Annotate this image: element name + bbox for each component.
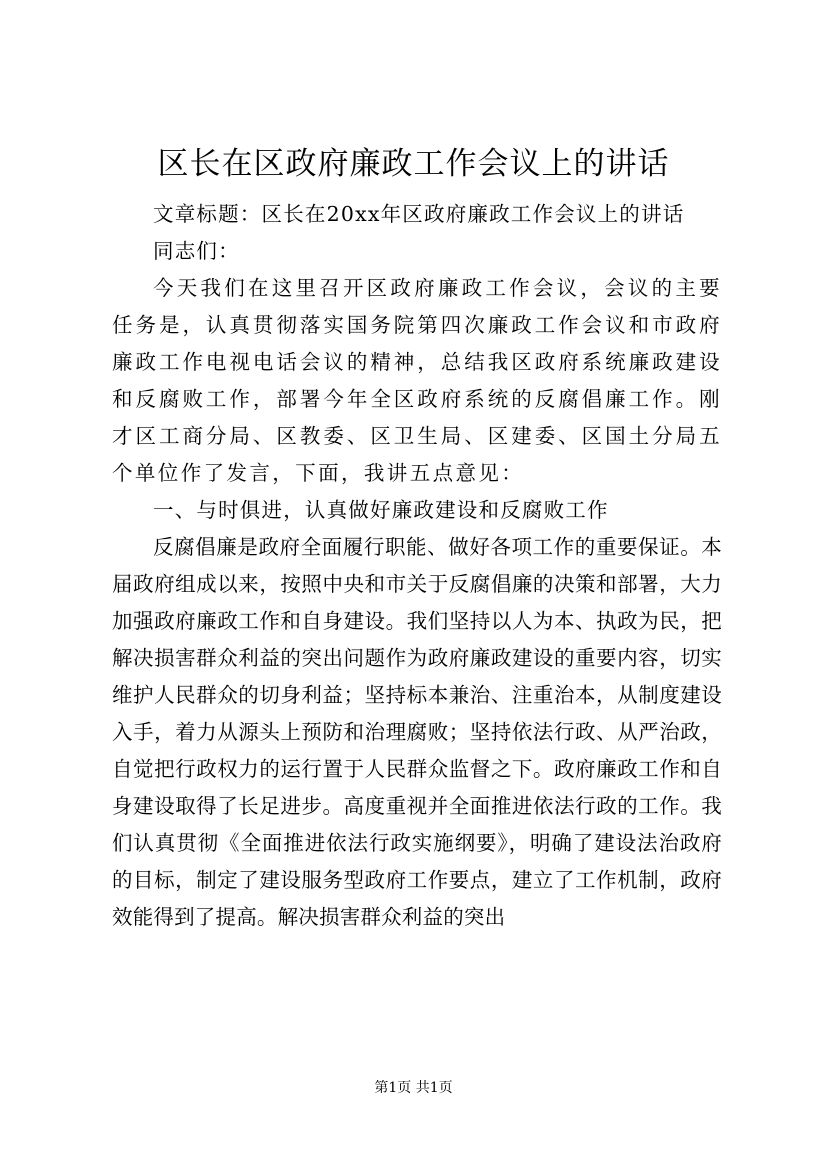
document-body (112, 196, 722, 936)
page-number-footer: 第1页 共1页 (374, 1080, 453, 1096)
section-heading: 一、与时俱进，认真做好廉政建设和反腐败工作 (153, 498, 609, 522)
article-subtitle: 文章标题：区长在20xx年区政府廉政工作会议上的讲话 (153, 202, 685, 226)
paragraph-intro: 今天我们在这里召开区政府廉政工作会议，会议的主要任务是，认真贯彻落实国务院第四次廉政工作会议和市政府廉政工作电视电话会议的精神，总结我区政府系统廉政建设和反腐败工作，部署今年全区政府系统的反腐倡廉工作。刚才区工商分局、区教委、区卫生局、区建委、区国土分局五个单位作了发言，下面，我讲五点意见： (112, 276, 722, 485)
document-title: 区长在区政府廉政工作会议上的讲话 (157, 146, 670, 182)
salutation: 同志们： (153, 239, 240, 263)
paragraph-main: 反腐倡廉是政府全面履行职能、做好各项工作的重要保证。本届政府组成以来，按照中央和市关于反腐倡廉的决策和部署，大力加强政府廉政工作和自身建设。我们坚持以人为本、执政为民，把解决损害群众利益的突出问题作为政府廉政建设的重要内容，切实维护人民群众的切身利益；坚持标本兼治、注重治本，从制度建设入手，着力从源头上预防和治理腐败；坚持依法行政、从严治政，自觉把行政权力的运行置于人民群众监督之下。政府廉政工作和自身建设取得了长足进步。高度重视并全面推进依法行政的工作。我们认真贯彻《全面推进依法行政实施纲要》，明确了建设法治政府的目标，制定了建设服务型政府工作要点，建立了工作机制，政府效能得到了提高。解决损害群众利益的突出 (112, 535, 722, 929)
